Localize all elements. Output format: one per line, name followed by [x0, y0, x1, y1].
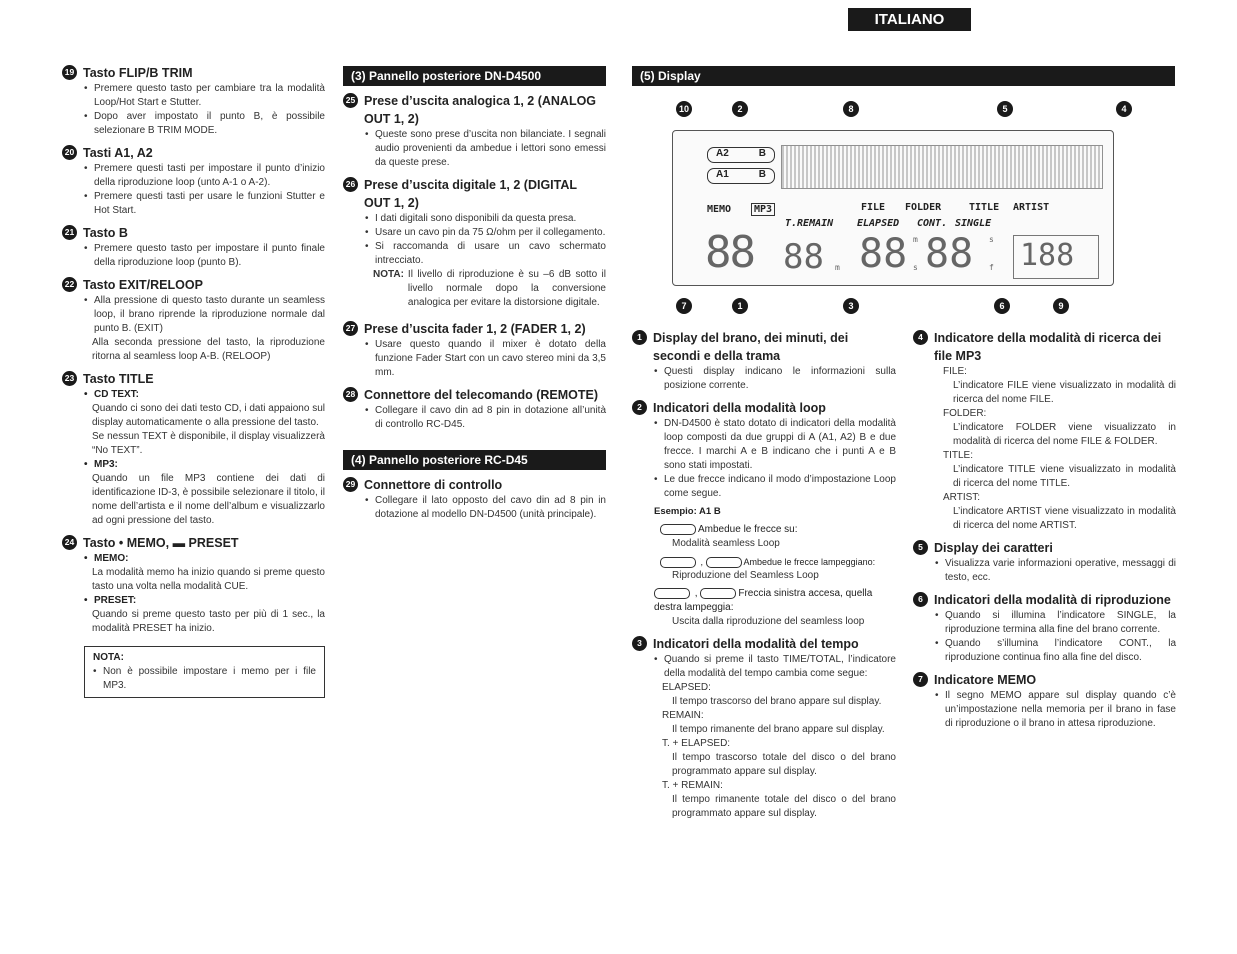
search-label: FILE: — [943, 366, 967, 377]
bullet: • Premere questo tasto per impostare il punto finale della riproduzione loop (punto B). — [84, 242, 325, 270]
seconds-digits: 88 — [925, 231, 974, 277]
search-desc: L’indicatore FILE viene visualizzato in modalità di ricerca del nome FILE. — [953, 380, 1176, 405]
t-remain-indicator: T.REMAIN — [785, 218, 834, 229]
b-label: B — [758, 148, 766, 159]
bullet: • Usare un cavo pin da 75 Ω/ohm per il collegamento. — [365, 226, 606, 240]
note-text: Il livello di riproduzione è su –6 dB sotto il livello normale dopo la conversione analogica per evitare la distorsione digitale. — [407, 269, 606, 308]
mp3-counter-display — [1013, 235, 1099, 279]
item-title: Display dei caratteri — [934, 541, 1053, 555]
example-label: Esempio: A1 B — [654, 506, 721, 517]
example-1-text: Ambedue le frecce su: — [698, 524, 798, 535]
bullet: • Collegare il lato opposto del cavo din ad 8 pin in dotazione al modello DN-D4500 (unità principale). — [365, 494, 606, 522]
item-number: 25 — [343, 93, 358, 108]
bullet: • Questi display indicano le informazioni sulla posizione corrente. — [654, 365, 896, 393]
mode-label: T. + ELAPSED: — [662, 738, 731, 749]
bullet: • Visualizza varie informazioni operative, messaggi di testo, ecc. — [935, 557, 1176, 585]
item-7-heading — [913, 671, 1176, 689]
item-27-heading — [343, 320, 606, 338]
bullet: • Le due frecce indicano il modo d’impostazione Loop come segue. — [654, 473, 896, 501]
example-2: , Ambedue le frecce lampeggiano: — [660, 555, 896, 569]
item-number: 29 — [343, 477, 358, 492]
loop-arrows-icon — [654, 588, 690, 599]
cd-text-desc: Quando ci sono dei dati testo CD, i dati appaiono sul display automaticamente o alla pressione del tasto. — [92, 403, 325, 428]
loop-arrows-icon — [706, 557, 742, 568]
loop-arrows-icon — [700, 588, 736, 599]
item-number: 20 — [62, 145, 77, 160]
item-3-heading — [632, 635, 896, 653]
mp3-desc: Quando un file MP3 contiene dei dati di identificazione ID-3, è possibile selezionare il titolo, il nome dell’artista e il nome dell’album e visualizzarlo ad ogni pressione del tasto. — [92, 473, 325, 526]
item-number: 6 — [913, 592, 928, 607]
item-4-heading — [913, 329, 1176, 365]
bullet: • Premere questi tasti per usare le funzioni Stutter e Hot Start. — [84, 190, 325, 218]
example-3: , Freccia sinistra accesa, quella destra lampeggia: — [654, 588, 873, 613]
column-4 — [913, 329, 1176, 731]
f-unit: f — [989, 263, 994, 272]
example-1-desc: Modalità seamless Loop — [672, 538, 780, 549]
item-number: 28 — [343, 387, 358, 402]
item-title: Tasto • MEMO, ▬ PRESET — [83, 536, 239, 550]
mode-desc: Il tempo trascorso del brano appare sul display. — [672, 696, 882, 707]
minutes-large-digits: 88 — [859, 231, 908, 277]
item-number: 4 — [913, 330, 928, 345]
callout-4: 4 — [1116, 101, 1132, 117]
item-2-heading — [632, 399, 896, 417]
bullet: • I dati digitali sono disponibili da questa presa. — [365, 212, 606, 226]
bullet: • Premere questo tasto per cambiare tra la modalità Loop/Hot Start e Stutter. — [84, 82, 325, 110]
callout-6: 6 — [994, 298, 1010, 314]
item-title: Tasto FLIP/B TRIM — [83, 66, 193, 80]
item-title: Prese d’uscita fader 1, 2 (FADER 1, 2) — [364, 322, 586, 336]
language-tab: ITALIANO — [848, 8, 971, 31]
note-label: NOTA: — [93, 652, 124, 663]
a1-label: A1 — [716, 169, 729, 180]
mode-desc: Il tempo rimanente del brano appare sul display. — [672, 724, 885, 735]
column-2 — [343, 64, 606, 522]
callout-8: 8 — [843, 101, 859, 117]
cd-text-label: • CD TEXT: — [84, 388, 325, 402]
example-3-text: Freccia sinistra accesa, quella destra lampeggia: — [654, 588, 873, 613]
item-23-heading — [62, 370, 325, 388]
column-3 — [632, 329, 896, 821]
m-unit: m — [835, 263, 840, 272]
bullet: • DN-D4500 è stato dotato di indicatori della modalità loop composti da due gruppi di A (A1, A2) B e due frecce. I marchi A e B indicano che i punti A e B sono stati impostati. — [654, 417, 896, 473]
item-number: 21 — [62, 225, 77, 240]
mode-label: T. + REMAIN: — [662, 780, 723, 791]
item-title: Connettore del telecomando (REMOTE) — [364, 388, 599, 402]
search-desc: L’indicatore ARTIST viene visualizzato in modalità di ricerca del nome ARTIST. — [953, 506, 1176, 531]
item-title: Tasto EXIT/RELOOP — [83, 278, 203, 292]
folder-indicator: FOLDER — [905, 202, 942, 213]
memo-label: • MEMO: — [84, 552, 325, 566]
minutes-digits: 88 — [783, 237, 824, 277]
cd-text-desc-2: Se nessun TEXT è disponibile, il display visualizzerà “No TEXT”. — [92, 431, 325, 456]
search-desc: L’indicatore FOLDER viene visualizzato in modalità di ricerca del nome FILE & FOLDER. — [953, 422, 1176, 447]
note-text: • Non è possibile impostare i memo per i file MP3. — [93, 665, 316, 693]
item-title: Tasto B — [83, 226, 128, 240]
artist-indicator: ARTIST — [1013, 202, 1050, 213]
callout-7: 7 — [676, 298, 692, 314]
mode-label: ELAPSED: — [662, 682, 711, 693]
item-number: 7 — [913, 672, 928, 687]
bullet: • Queste sono prese d’uscita non bilanciate. I segnali audio provenienti da ambedue i lettori sono emessi da queste prese. — [365, 128, 606, 170]
item-25-heading — [343, 92, 606, 128]
item-number: 1 — [632, 330, 647, 345]
bullet: • Quando si preme il tasto TIME/TOTAL, l’indicatore della modalità del tempo cambia come segue: — [654, 653, 896, 681]
item-number: 27 — [343, 321, 358, 336]
item-21-heading — [62, 224, 325, 242]
example-2-desc: Riproduzione del Seamless Loop — [672, 570, 819, 581]
bullet: • Si raccomanda di usare un cavo schermato intrecciato. — [365, 240, 606, 268]
item-title: Tasto TITLE — [83, 372, 154, 386]
section-3-header: (3) Pannello posteriore DN-D4500 — [343, 66, 606, 86]
callout-3: 3 — [843, 298, 859, 314]
title-indicator: TITLE — [969, 202, 1000, 213]
item-19-heading — [62, 64, 325, 82]
callout-10: 10 — [676, 101, 692, 117]
item-number: 3 — [632, 636, 647, 651]
character-display — [781, 145, 1103, 189]
b-label: B — [758, 169, 766, 180]
loop-arrows-icon — [660, 524, 696, 535]
memo-desc: La modalità memo ha inizio quando si preme questo tasto una volta nella modalità CUE. — [92, 567, 325, 592]
mode-desc: Il tempo trascorso totale del disco o del brano programmato appare sul display. — [672, 752, 896, 777]
elapsed-indicator: ELAPSED — [857, 218, 900, 229]
callout-2: 2 — [732, 101, 748, 117]
callout-9: 9 — [1053, 298, 1069, 314]
a1-b-indicator — [707, 168, 775, 184]
bullet: • Dopo aver impostato il punto B, è possibile selezionare B TRIM MODE. — [84, 110, 325, 138]
callout-5: 5 — [997, 101, 1013, 117]
file-indicator: FILE — [861, 202, 886, 213]
search-label: ARTIST: — [943, 492, 981, 503]
bullet: • Collegare il cavo din ad 8 pin in dotazione all’unità di controllo RC-D45. — [365, 404, 606, 432]
s-unit-2: s — [989, 235, 994, 244]
item-title: Indicatori della modalità di riproduzione — [934, 593, 1171, 607]
item-6-heading — [913, 591, 1176, 609]
preset-label: • PRESET: — [84, 594, 325, 608]
s-unit: s — [913, 263, 918, 272]
column-1 — [62, 64, 325, 698]
item-24-heading — [62, 534, 325, 552]
bullet: • Il segno MEMO appare sul display quando c’è un’impostazione nella memoria per il brano in fase di riproduzione o il brano in attesa riproduzione. — [935, 689, 1176, 731]
item-title: Indicatori della modalità loop — [653, 401, 826, 415]
memo-indicator: MEMO — [707, 204, 732, 215]
bullet: • Quando si illumina l’indicatore SINGLE, la riproduzione termina alla fine del brano corrente. — [935, 609, 1176, 637]
mode-desc: Il tempo rimanente totale del disco o del brano programmato appare sul display. — [672, 794, 896, 819]
item-number: 26 — [343, 177, 358, 192]
preset-desc: Quando si preme questo tasto per più di 1 sec., la modalità PRESET ha inizio. — [92, 609, 325, 634]
bullet: • Alla pressione di questo tasto durante un seamless loop, il brano riprende la riproduzione normale dal punto B. (EXIT) — [84, 294, 325, 336]
m-unit-2: m — [913, 235, 918, 244]
search-label: FOLDER: — [943, 408, 987, 419]
mode-label: REMAIN: — [662, 710, 704, 721]
example-2-text: Ambedue le frecce lampeggiano: — [743, 557, 876, 567]
mp3-label: • MP3: — [84, 458, 325, 472]
item-number: 2 — [632, 400, 647, 415]
item-22-heading — [62, 276, 325, 294]
example-1 — [660, 523, 896, 537]
item-title: Indicatori della modalità del tempo — [653, 637, 859, 651]
item-title: Indicatore MEMO — [934, 673, 1037, 687]
section-4-header: (4) Pannello posteriore RC-D45 — [343, 450, 606, 470]
bullet: • Usare questo quando il mixer è dotato della funzione Fader Start con un cavo stereo mini da 3,5 mm. — [365, 338, 606, 380]
item-title: Tasti A1, A2 — [83, 146, 153, 160]
a2-b-indicator — [707, 147, 775, 163]
callout-1: 1 — [732, 298, 748, 314]
mp3-counter-digits: 188 — [1020, 238, 1075, 273]
item-title: Connettore di controllo — [364, 478, 503, 492]
item-5-heading — [913, 539, 1176, 557]
item-title: Prese d’uscita digitale 1, 2 (DIGITAL OUT 1, 2) — [364, 178, 577, 210]
item-29-heading — [343, 476, 606, 494]
item-number: 23 — [62, 371, 77, 386]
item-number: 22 — [62, 277, 77, 292]
note-box — [84, 646, 325, 698]
loop-arrows-icon — [660, 557, 696, 568]
a2-label: A2 — [716, 148, 729, 159]
bullet: • Premere questi tasti per impostare il punto d’inizio della riproduzione loop (unto A-1 o A-2). — [84, 162, 325, 190]
mp3-indicator: MP3 — [751, 203, 775, 216]
item-title: Prese d’uscita analogica 1, 2 (ANALOG OUT 1, 2) — [364, 94, 597, 126]
track-digits: 88 — [705, 227, 754, 278]
section-5-header: (5) Display — [632, 66, 1175, 86]
search-desc: L’indicatore TITLE viene visualizzato in modalità di ricerca del nome TITLE. — [953, 464, 1176, 489]
bullet: • Quando s’illumina l’indicatore CONT., la riproduzione continua fino alla fine del disco. — [935, 637, 1176, 665]
item-title: Indicatore della modalità di ricerca dei file MP3 — [934, 331, 1162, 363]
lcd-panel — [672, 130, 1114, 286]
item-28-heading — [343, 386, 606, 404]
item-number: 24 — [62, 535, 77, 550]
item-title: Display del brano, dei minuti, dei secondi e della trama — [653, 331, 849, 363]
item-number: 5 — [913, 540, 928, 555]
note-label: NOTA: — [373, 269, 404, 280]
note-row — [373, 268, 606, 310]
example-3-desc: Uscita dalla riproduzione del seamless loop — [672, 616, 865, 627]
single-indicator: SINGLE — [955, 218, 992, 229]
item-26-heading — [343, 176, 606, 212]
cont-indicator: CONT. — [917, 218, 948, 229]
bullet-continuation: Alla seconda pressione del tasto, la riproduzione ritorna al seamless loop A-B. (RELOOP) — [92, 337, 325, 362]
search-label: TITLE: — [943, 450, 974, 461]
item-20-heading — [62, 144, 325, 162]
item-number: 19 — [62, 65, 77, 80]
item-1-heading — [632, 329, 896, 365]
